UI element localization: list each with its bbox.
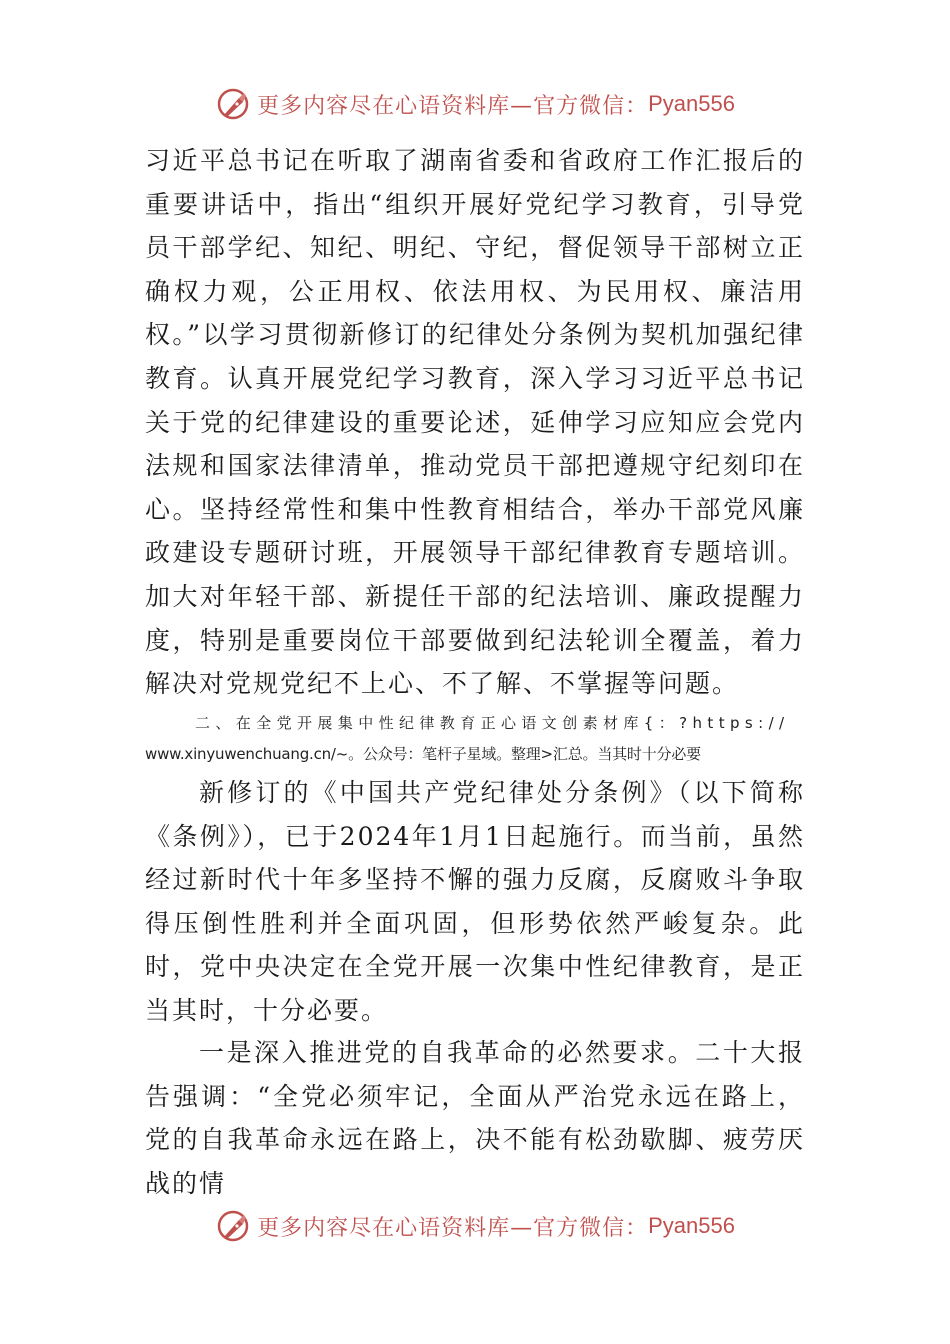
paragraph-3: 一是深入推进党的自我革命的必然要求。二十大报告强调：“全党必须牢记，全面从严治党永远在路上，党的自我革命永远在路上，决不能有松劲歇脚、疲劳厌战的情 (145, 1038, 805, 1198)
section-heading (145, 708, 805, 770)
footer-banner-text: 更多内容尽在心语资料库—官方微信： (257, 1215, 649, 1241)
footer-banner (0, 1206, 950, 1246)
header-banner-text: 更多内容尽在心语资料库—官方微信： (257, 93, 649, 119)
header-banner-handle: Pyan556 (648, 91, 735, 116)
section-heading-line-2: www.xinyuwenchuang.cn/~。公众号：笔杆子星域。整理>汇总。当其时十分必要 (145, 745, 701, 763)
paragraph-2: 新修订的《中国共产党纪律处分条例》（以下简称《条例》），已于2024年1月1日起施行。而当前，虽然经过新时代十年多坚持不懈的强力反腐，反腐败斗争取得压倒性胜利并全面巩固，但形势依然严峻复杂。此时，党中央决定在全党开展一次集中性纪律教育，是正当其时，十分必要。 (145, 778, 805, 1025)
footer-banner-handle: Pyan556 (648, 1213, 735, 1238)
header-banner (0, 84, 950, 124)
pen-nib-logo-icon (215, 1208, 251, 1244)
pen-nib-logo-icon (215, 86, 251, 122)
section-heading-line-1: 二、在全党开展集中性纪律教育正心语文创素材库{：?https:// (195, 714, 790, 732)
paragraph-1: 习近平总书记在听取了湖南省委和省政府工作汇报后的重要讲话中，指出“组织开展好党纪学习教育，引导党员干部学纪、知纪、明纪、守纪，督促领导干部树立正确权力观，公正用权、依法用权、为民用权、廉洁用权。”以学习贯彻新修订的纪律处分条例为契机加强纪律教育。认真开展党纪学习教育，深入学习习近平总书记关于党的纪律建设的重要论述，延伸学习应知应会党内法规和国家法律清单，推动党员干部把遵规守纪刻印在心。坚持经常性和集中性教育相结合，举办干部党风廉政建设专题研讨班，开展领导干部纪律教育专题培训。加大对年轻干部、新提任干部的纪法培训、廉政提醒力度，特别是重要岗位干部要做到纪法轮训全覆盖，着力解决对党规党纪不上心、不了解、不掌握等问题。 (145, 146, 805, 699)
